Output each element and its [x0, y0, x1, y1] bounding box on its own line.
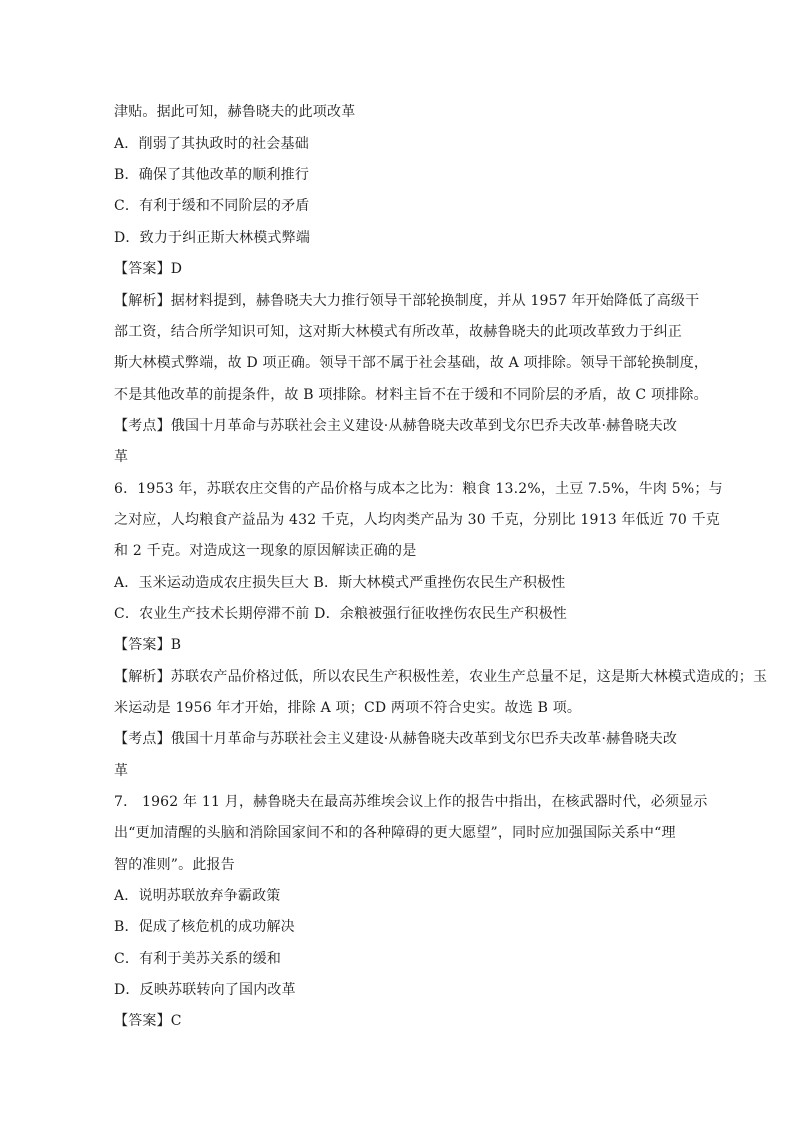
topic-text: 【考点】俄国十月革命与苏联社会主义建设·从赫鲁晓夫改革到戈尔巴乔夫改革·赫鲁晓夫改	[114, 418, 678, 434]
question-text: 6．1953 年，苏联农庄交售的产品价格与成本之比为：粮食 13.2%，土豆 7.5%，牛肉 5%；与	[114, 481, 723, 497]
answer-label: 【答案】B	[114, 637, 182, 653]
option-c: C．有利于美苏关系的缓和	[114, 951, 282, 967]
analysis-text: 米运动是 1956 年才开始，排除 A 项；CD 两项不符合史实。故选 B 项。	[114, 700, 582, 716]
option-b: B．促成了核危机的成功解决	[114, 919, 295, 935]
option-d: D．致力于纠正斯大林模式弊端	[114, 230, 311, 246]
option-a: A．说明苏联放弃争霸政策	[114, 888, 281, 904]
analysis-text: 【解析】据材料提到，赫鲁晓夫大力推行领导干部轮换制度，并从 1957 年开始降低了高级干	[114, 293, 700, 309]
question-text: 出“更加清醒的头脑和消除国家间不和的各种障碍的更大愿望”，同时应加强国际关系中“理	[114, 825, 676, 841]
option-row: A．玉米运动造成农庄损失巨大 B．斯大林模式严重挫伤农民生产积极性	[114, 575, 566, 591]
topic-text: 革	[114, 763, 129, 779]
analysis-text: 不是其他改革的前提条件，故 B 项排除。材料主旨不在于缓和不同阶层的矛盾，故 C 项排除。	[114, 387, 708, 403]
question-text: 智的准则”。此报告	[114, 857, 235, 873]
option-d: D．反映苏联转向了国内改革	[114, 982, 296, 998]
option-b: B．确保了其他改革的顺利推行	[114, 167, 310, 183]
option-row: C．农业生产技术长期停滞不前 D．余粮被强行征收挫伤农民生产积极性	[114, 606, 567, 622]
topic-text: 革	[114, 449, 129, 465]
option-a: A．削弱了其执政时的社会基础	[114, 136, 309, 152]
analysis-text: 斯大林模式弊端，故 D 项正确。领导干部不属于社会基础，故 A 项排除。领导干部轮换制度，	[114, 355, 709, 371]
option-c: C．有利于缓和不同阶层的矛盾	[114, 198, 310, 214]
answer-label: 【答案】D	[114, 261, 183, 277]
analysis-text: 部工资，结合所学知识可知，这对斯大林模式有所改革，故赫鲁晓夫的此项改革致力于纠正	[114, 324, 682, 340]
text-line: 津贴。据此可知，赫鲁晓夫的此项改革	[114, 104, 356, 120]
analysis-text: 【解析】苏联农产品价格过低，所以农民生产积极性差，农业生产总量不足，这是斯大林模式造成的；玉	[114, 669, 768, 685]
question-text: 7． 1962 年 11 月，赫鲁晓夫在最高苏维埃会议上作的报告中指出，在核武器时代，必须显示	[114, 794, 708, 810]
question-text: 和 2 千克。对造成这一现象的原因解读正确的是	[114, 543, 417, 559]
question-text: 之对应，人均粮食产益品为 432 千克，人均肉类产品为 30 千克，分别比 1913 年低近 70 千克	[114, 512, 720, 528]
answer-label: 【答案】C	[114, 1013, 182, 1029]
topic-text: 【考点】俄国十月革命与苏联社会主义建设·从赫鲁晓夫改革到戈尔巴乔夫改革·赫鲁晓夫改	[114, 731, 678, 747]
